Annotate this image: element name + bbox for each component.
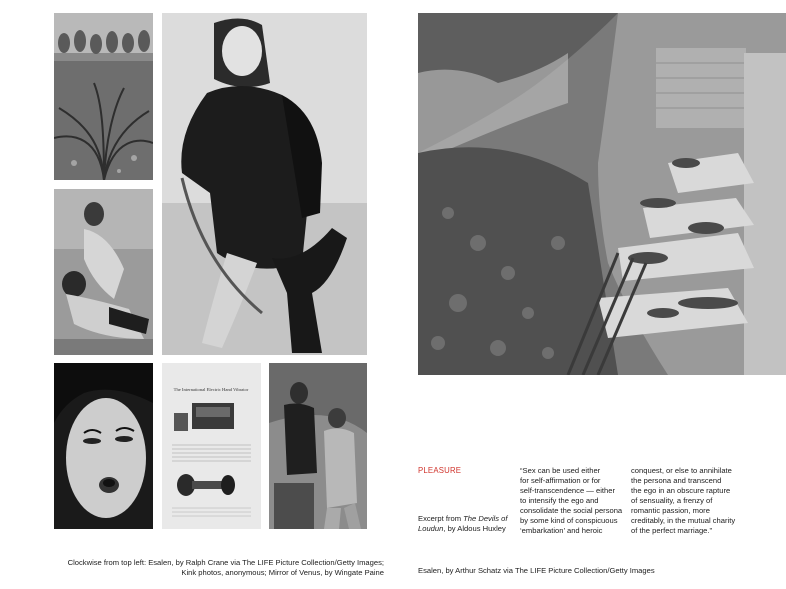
quote-line: romantic passion, more [631, 506, 710, 515]
woman-leather-photo [162, 13, 367, 355]
quote-line: self-transcendence — either [520, 486, 615, 495]
esalen-group-photo [54, 13, 153, 180]
quote-line: the ego in an obscure rapture [631, 486, 731, 495]
right-photo-caption: Esalen, by Arthur Schatz via The LIFE Picture Collection/Getty Images [418, 566, 655, 575]
excerpt-title: The Devils of Loudun [418, 514, 508, 533]
caption-line: Clockwise from top left: Esalen, by Ralph Crane via The LIFE Picture Collection/Getty Images; [67, 558, 384, 567]
quote-line: to intensify the ego and [520, 496, 599, 505]
kink-photo-2 [269, 363, 367, 529]
section-label: PLEASURE [418, 466, 462, 475]
quote-line: the persona and transcend [631, 476, 722, 485]
mirror-of-venus-photo [54, 363, 153, 529]
excerpt-source [418, 514, 513, 534]
quote-line: conquest, or else to annihilate [631, 466, 732, 475]
vibrator-ad-photo [162, 363, 261, 529]
quote-column-2 [631, 466, 781, 536]
quote-line: of sensuality, a frenzy of [631, 496, 713, 505]
quote-line: by some kind of conspicuous [520, 516, 618, 525]
quote-line: consolidate the social persona [520, 506, 623, 515]
kink-photo-1 [54, 189, 153, 355]
quote-line: creditably, in the mutual charity [631, 516, 736, 525]
quote-line: “Sex can be used either [520, 466, 601, 475]
quote-line: of the perfect marriage.” [631, 526, 713, 535]
caption-line: Kink photos, anonymous; Mirror of Venus, by Wingate Paine [181, 568, 384, 577]
quote-line: ‘embarkation’ and heroic [520, 526, 603, 535]
quote-column-1 [520, 466, 623, 536]
vibrator-ad-title: The International Electric Hand Vibrator [173, 387, 249, 392]
esalen-coast-photo [418, 13, 786, 375]
left-photo-caption [54, 558, 384, 578]
quote-line: for self-affirmation or for [520, 476, 601, 485]
excerpt-suffix: , by Aldous Huxley [443, 524, 506, 533]
excerpt-prefix: Excerpt from [418, 514, 464, 523]
